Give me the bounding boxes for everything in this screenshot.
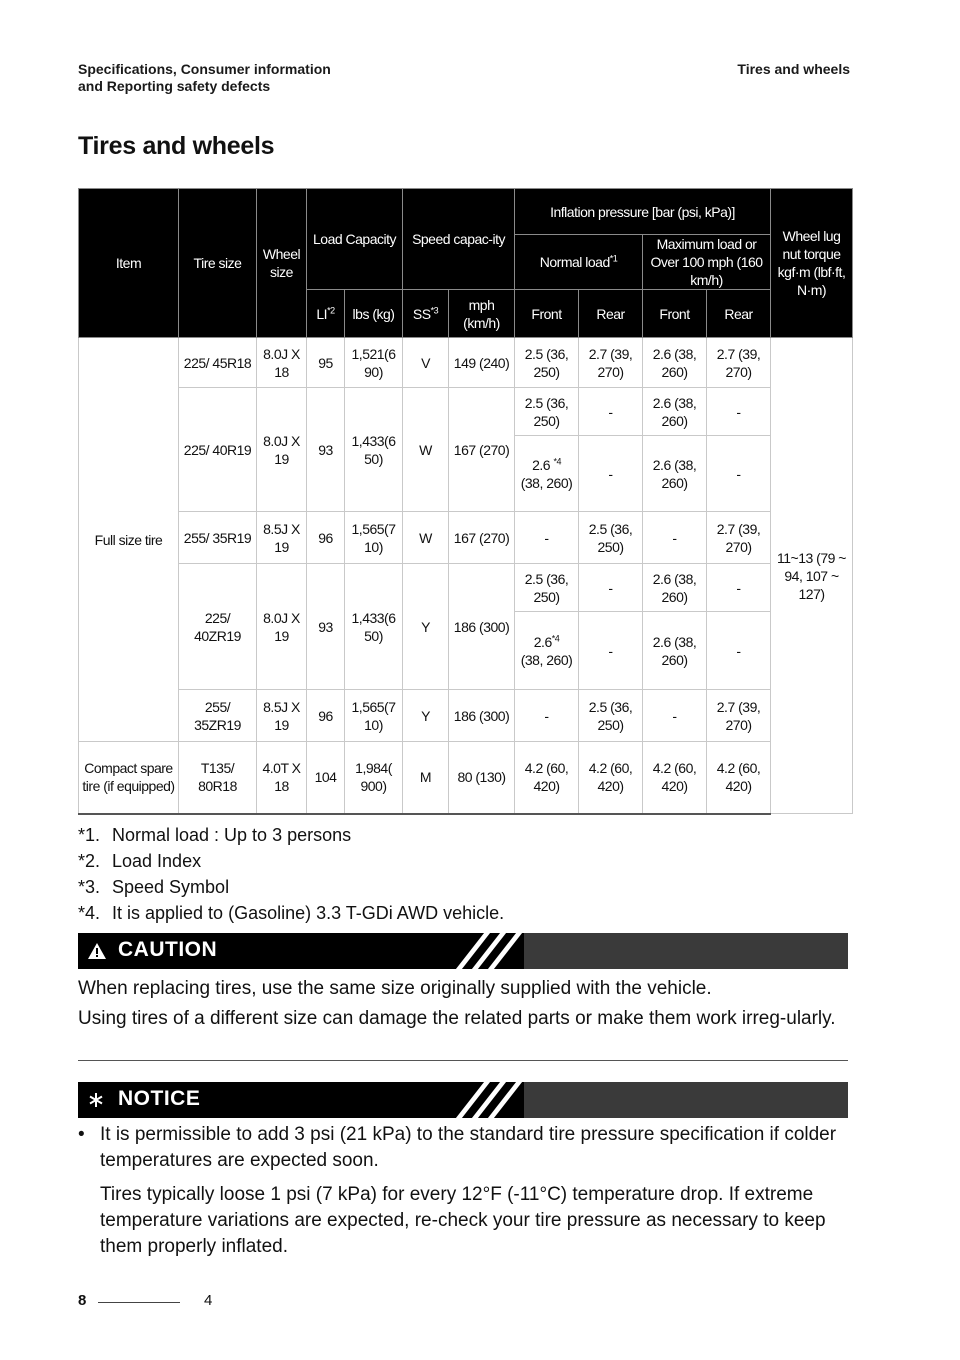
cell-max-rear: 2.7 (39, 270) (707, 690, 771, 742)
footnotes (78, 822, 504, 926)
cell-mph: 167 (270) (449, 512, 515, 564)
cell-max-front: 2.6 (38, 260) (643, 436, 707, 512)
cell-ss: W (403, 512, 449, 564)
cell-max-rear: - (707, 612, 771, 690)
cell-lbs: 1,984( 900) (345, 742, 403, 814)
cell-normal-front: 2.6 $^{*4}$ (38, 260) (515, 436, 579, 512)
cell-ss: Y (403, 564, 449, 690)
cell-mph: 186 (300) (449, 564, 515, 690)
cell-normal-rear: - (579, 612, 643, 690)
th-lbs: lbs (kg) (345, 290, 403, 338)
cell-mph: 186 (300) (449, 690, 515, 742)
banner-tail (524, 933, 848, 969)
cell-normal-front: 2.6$^{*4}$ (38, 260) (515, 612, 579, 690)
cell-normal-rear: - (579, 388, 643, 436)
cell-wheel: 8.5J X 19 (257, 512, 307, 564)
footnote-2: *2. Load Index (78, 851, 202, 871)
running-header-topic: Tires and wheels (737, 61, 850, 77)
th-speed-capacity: Speed capac-ity (403, 189, 515, 290)
cell-max-front: 4.2 (60, 420) (643, 742, 707, 814)
footnote-4: *4. It is applied to (Gasoline) 3.3 T-GDi AWD vehicle. (78, 903, 505, 923)
footnote-1: *1. Normal load : Up to 3 persons (78, 825, 352, 845)
cell-wheel: 8.0J X 18 (257, 338, 307, 388)
th-ss: SS$^{*3}$ (403, 290, 449, 338)
cell-tire: 225/ 45R18 (179, 338, 257, 388)
cell-max-rear: - (707, 564, 771, 612)
chapter-page-number: 4 (204, 1292, 213, 1309)
cell-mph: 80 (130) (449, 742, 515, 814)
caution-banner (78, 933, 848, 969)
table-row (79, 564, 853, 612)
cell-ss: M (403, 742, 449, 814)
cell-li: 93 (307, 388, 345, 512)
cell-lbs: 1,565(7 10) (345, 512, 403, 564)
cell-max-rear: 2.7 (39, 270) (707, 512, 771, 564)
cell-wheel: 8.5J X 19 (257, 690, 307, 742)
th-mph: mph (km/h) (449, 290, 515, 338)
cell-item-spare: Compact spare tire (if equipped) (79, 742, 179, 814)
table-row (79, 512, 853, 564)
cell-tire: 225/ 40R19 (179, 388, 257, 512)
cell-wheel: 8.0J X 19 (257, 564, 307, 690)
cell-max-front: - (643, 512, 707, 564)
bullet-marker: • (78, 1124, 85, 1145)
lug-nut-torque-value: 11~13 (79 ~ 94, 107 ~ 127) (771, 338, 853, 814)
th-normal-front: Front (515, 290, 579, 338)
cell-lbs: 1,433(6 50) (345, 388, 403, 512)
running-header-section (78, 61, 331, 95)
caution-text-1: When replacing tires, use the same size originally supplied with the vehicle. (78, 978, 712, 999)
header-line-2: and Reporting safety defects (78, 78, 271, 94)
tire-spec-table (78, 188, 853, 815)
banner-tail (524, 1082, 848, 1118)
cell-max-front: 2.6 (38, 260) (643, 564, 707, 612)
cell-max-rear: - (707, 436, 771, 512)
section-divider (78, 1060, 848, 1061)
table-row (79, 388, 853, 436)
cell-max-front: - (643, 690, 707, 742)
cell-tire: 225/ 40ZR19 (179, 564, 257, 690)
cell-lbs: 1,433(6 50) (345, 564, 403, 690)
cell-normal-rear: 4.2 (60, 420) (579, 742, 643, 814)
cell-lbs: 1,521(6 90) (345, 338, 403, 388)
th-inflation-pressure: Inflation pressure [bar (psi, kPa)] (515, 189, 771, 235)
footnote-3: *3. Speed Symbol (78, 877, 230, 897)
cell-tire: T135/ 80R18 (179, 742, 257, 814)
cell-max-rear: 4.2 (60, 420) (707, 742, 771, 814)
cell-mph: 167 (270) (449, 388, 515, 512)
banner-slash-decoration (488, 1082, 522, 1118)
cell-normal-front: 2.5 (36, 250) (515, 338, 579, 388)
cell-li: 96 (307, 690, 345, 742)
cell-wheel: 4.0T X 18 (257, 742, 307, 814)
notice-text-2: Tires typically loose 1 psi (7 kPa) for every 12°F (-11°C) temperature drop. If extreme temperature variations are expected, re-check your tire pressure as necessary to keep them properly inflated. (100, 1184, 826, 1257)
cell-li: 95 (307, 338, 345, 388)
cell-tire: 255/ 35ZR19 (179, 690, 257, 742)
cell-normal-front: 2.5 (36, 250) (515, 388, 579, 436)
notice-bullet-list (78, 1122, 848, 1260)
cell-max-rear: 2.7 (39, 270) (707, 338, 771, 388)
cell-normal-rear: 2.7 (39, 270) (579, 338, 643, 388)
warning-triangle-icon (88, 943, 106, 964)
page-number: 8 (78, 1292, 87, 1309)
cell-lbs: 1,565(7 10) (345, 690, 403, 742)
cell-normal-front: - (515, 690, 579, 742)
cell-ss: Y (403, 690, 449, 742)
cell-ss: W (403, 388, 449, 512)
caution-text-2: Using tires of a different size can damage the related parts or make them work irreg-ularly. (78, 1008, 836, 1029)
cell-li: 104 (307, 742, 345, 814)
asterisk-icon (88, 1092, 104, 1113)
page-title: Tires and wheels (78, 132, 275, 160)
cell-tire: 255/ 35R19 (179, 512, 257, 564)
caution-label: CAUTION (118, 938, 218, 961)
cell-normal-rear: - (579, 564, 643, 612)
table-row (79, 742, 853, 814)
cell-normal-front: - (515, 512, 579, 564)
table-row (79, 338, 853, 388)
th-wheel-size: Wheel size (257, 189, 307, 338)
page-number-rule (98, 1302, 180, 1303)
th-normal-rear: Rear (579, 290, 643, 338)
cell-max-front: 2.6 (38, 260) (643, 612, 707, 690)
th-li: LI$^{*2}$ (307, 290, 345, 338)
cell-normal-rear: 2.5 (36, 250) (579, 512, 643, 564)
cell-mph: 149 (240) (449, 338, 515, 388)
cell-normal-front: 4.2 (60, 420) (515, 742, 579, 814)
th-normal-load: Normal load$^{*1}$ (515, 235, 643, 290)
cell-normal-front: 2.5 (36, 250) (515, 564, 579, 612)
full-size-tire-label: Full size tire (79, 338, 179, 742)
table-row (79, 690, 853, 742)
notice-label: NOTICE (118, 1087, 201, 1110)
cell-wheel: 8.0J X 19 (257, 388, 307, 512)
notice-banner (78, 1082, 848, 1118)
cell-li: 96 (307, 512, 345, 564)
banner-slash-decoration (488, 933, 522, 969)
cell-normal-rear: - (579, 436, 643, 512)
th-max-rear: Rear (707, 290, 771, 338)
th-maximum-load: Maximum load or Over 100 mph (160 km/h) (643, 235, 771, 290)
th-item: Item (79, 189, 179, 338)
cell-li: 93 (307, 564, 345, 690)
cell-normal-rear: 2.5 (36, 250) (579, 690, 643, 742)
cell-ss: V (403, 338, 449, 388)
th-max-front: Front (643, 290, 707, 338)
th-load-capacity: Load Capacity (307, 189, 403, 290)
cell-max-front: 2.6 (38, 260) (643, 388, 707, 436)
cell-max-rear: - (707, 388, 771, 436)
cell-max-front: 2.6 (38, 260) (643, 338, 707, 388)
th-lug-nut-torque: Wheel lug nut torque kgf·m (lbf·ft, N·m) (771, 189, 853, 338)
notice-text-1: It is permissible to add 3 psi (21 kPa) to the standard tire pressure specification if colder temperatures are expected soon. (100, 1124, 837, 1171)
th-tire-size: Tire size (179, 189, 257, 338)
header-line-1: Specifications, Consumer information (78, 61, 331, 77)
